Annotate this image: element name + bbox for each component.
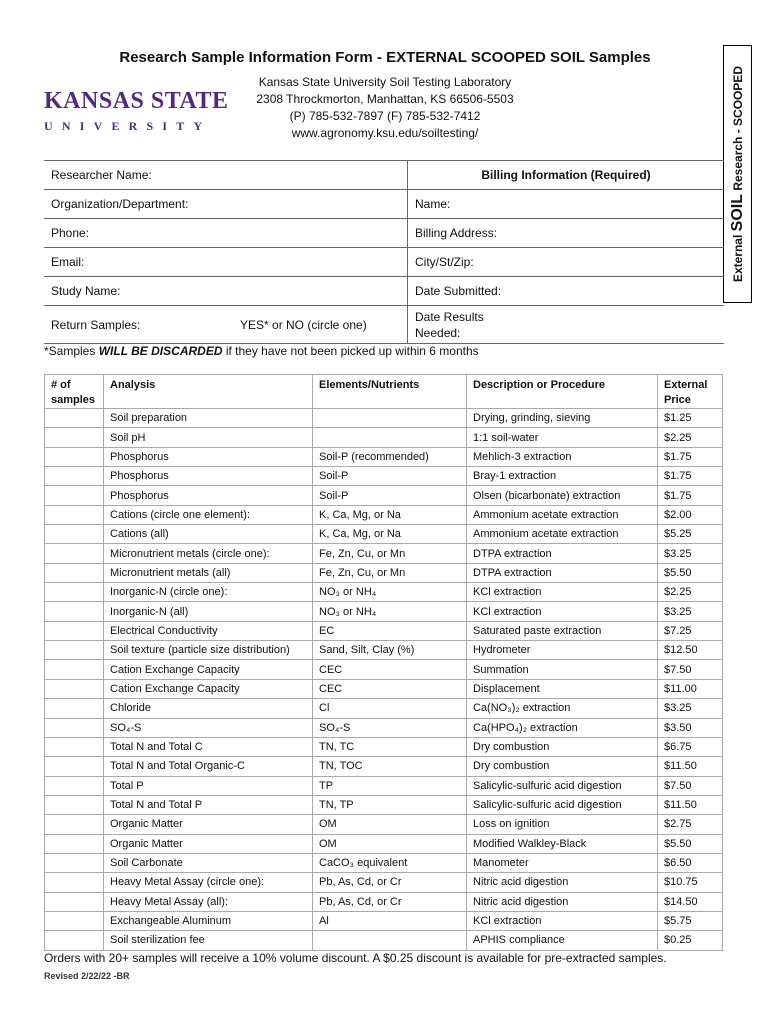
analysis-cell: Total N and Total C [104, 737, 313, 756]
elements-cell: EC [313, 621, 467, 640]
sample-count-cell[interactable] [45, 834, 104, 853]
sample-count-cell[interactable] [45, 428, 104, 447]
discard-suffix: if they have not been picked up within 6 months [222, 344, 479, 358]
elements-cell: Soil-P (recommended) [313, 447, 467, 466]
analysis-cell: Cations (circle one element): [104, 505, 313, 524]
discard-emphasis: WILL BE DISCARDED [98, 344, 223, 358]
sample-count-cell[interactable] [45, 544, 104, 563]
sample-count-cell[interactable] [45, 409, 104, 428]
description-cell: Olsen (bicarbonate) extraction [467, 486, 658, 505]
sample-count-cell[interactable] [45, 621, 104, 640]
table-row [45, 911, 723, 930]
price-cell: $2.00 [658, 505, 723, 524]
analysis-table-body [45, 409, 723, 951]
description-cell: Manometer [467, 853, 658, 872]
price-cell: $10.75 [658, 873, 723, 892]
elements-cell: NO₃ or NH₄ [313, 583, 467, 602]
price-cell: $14.50 [658, 892, 723, 911]
table-row [45, 660, 723, 679]
header-analysis: Analysis [104, 375, 313, 409]
table-row [45, 679, 723, 698]
kansas-state-logo [44, 88, 229, 134]
analysis-cell: Organic Matter [104, 815, 313, 834]
price-cell: $6.75 [658, 737, 723, 756]
side-label [729, 66, 747, 282]
price-cell: $5.75 [658, 911, 723, 930]
description-cell: Nitric acid digestion [467, 873, 658, 892]
price-cell: $3.25 [658, 699, 723, 718]
analysis-cell: Soil preparation [104, 409, 313, 428]
study-name-field[interactable] [44, 277, 408, 305]
table-row [45, 834, 723, 853]
description-cell: Nitric acid digestion [467, 892, 658, 911]
description-cell: Ammonium acetate extraction [467, 525, 658, 544]
email-field[interactable] [44, 248, 408, 276]
analysis-cell: Micronutrient metals (circle one): [104, 544, 313, 563]
description-cell: DTPA extraction [467, 544, 658, 563]
table-row [45, 815, 723, 834]
info-row [44, 160, 724, 190]
sample-count-cell[interactable] [45, 583, 104, 602]
description-cell: Dry combustion [467, 737, 658, 756]
analysis-cell: Total N and Total P [104, 795, 313, 814]
sample-count-cell[interactable] [45, 737, 104, 756]
price-cell: $2.75 [658, 815, 723, 834]
organization-field[interactable] [44, 190, 408, 218]
price-cell: $12.50 [658, 641, 723, 660]
table-row [45, 737, 723, 756]
price-cell: $1.25 [658, 409, 723, 428]
description-cell: Modified Walkley-Black [467, 834, 658, 853]
table-row [45, 699, 723, 718]
info-row [44, 306, 724, 344]
discard-prefix: *Samples [44, 344, 99, 358]
elements-cell: TN, TC [313, 737, 467, 756]
header-price: External Price [658, 375, 723, 409]
elements-cell: K, Ca, Mg, or Na [313, 505, 467, 524]
side-label-pre: External [730, 231, 745, 283]
info-row [44, 277, 724, 306]
analysis-cell: Organic Matter [104, 834, 313, 853]
study-name-label: Study Name: [51, 284, 121, 298]
description-cell: Dry combustion [467, 757, 658, 776]
elements-cell: NO₃ or NH₄ [313, 602, 467, 621]
price-cell: $2.25 [658, 583, 723, 602]
price-cell: $11.00 [658, 679, 723, 698]
logo-line-1: KANSAS STATE [44, 88, 229, 114]
elements-cell: TN, TP [313, 795, 467, 814]
price-cell: $2.25 [658, 428, 723, 447]
billing-address-label: Billing Address: [415, 226, 498, 240]
analysis-cell: Phosphorus [104, 486, 313, 505]
analysis-cell: Soil texture (particle size distribution) [104, 641, 313, 660]
description-cell: APHIS compliance [467, 931, 658, 950]
sample-count-cell[interactable] [45, 641, 104, 660]
elements-cell: OM [313, 815, 467, 834]
analysis-cell: Electrical Conductivity [104, 621, 313, 640]
date-results-field[interactable] [408, 306, 724, 343]
analysis-cell: Cations (all) [104, 525, 313, 544]
analysis-cell: Inorganic-N (all) [104, 602, 313, 621]
elements-cell: CaCO₃ equivalent [313, 853, 467, 872]
price-cell: $5.50 [658, 834, 723, 853]
table-row [45, 757, 723, 776]
table-row [45, 447, 723, 466]
sample-count-cell[interactable] [45, 815, 104, 834]
logo-line-2: UNIVERSITY [44, 119, 212, 133]
sample-count-cell[interactable] [45, 486, 104, 505]
price-cell: $11.50 [658, 795, 723, 814]
info-row [44, 248, 724, 277]
date-submitted-field[interactable] [408, 277, 724, 305]
researcher-name-label: Researcher Name: [51, 168, 152, 182]
description-cell: Ammonium acetate extraction [467, 505, 658, 524]
lab-website: www.agronomy.ksu.edu/soiltesting/ [291, 126, 479, 140]
table-header-row [45, 375, 723, 409]
sample-count-cell[interactable] [45, 699, 104, 718]
elements-cell: Cl [313, 699, 467, 718]
analysis-cell: Micronutrient metals (all) [104, 563, 313, 582]
table-row [45, 525, 723, 544]
date-submitted-label: Date Submitted: [415, 284, 502, 298]
lab-address: 2308 Throckmorton, Manhattan, KS 66506-5503 [256, 92, 514, 106]
elements-cell: Pb, As, Cd, or Cr [313, 892, 467, 911]
analysis-cell: Cation Exchange Capacity [104, 660, 313, 679]
phone-field[interactable] [44, 219, 408, 247]
analysis-table [44, 374, 723, 951]
elements-cell [313, 931, 467, 950]
sample-count-cell[interactable] [45, 505, 104, 524]
description-cell: Loss on ignition [467, 815, 658, 834]
table-row [45, 641, 723, 660]
analysis-cell: Chloride [104, 699, 313, 718]
header-elements: Elements/Nutrients [313, 375, 467, 409]
table-row [45, 544, 723, 563]
description-cell: 1:1 soil-water [467, 428, 658, 447]
analysis-cell: Phosphorus [104, 447, 313, 466]
sample-count-cell[interactable] [45, 776, 104, 795]
description-cell: Saturated paste extraction [467, 621, 658, 640]
price-cell: $7.50 [658, 776, 723, 795]
price-cell: $1.75 [658, 467, 723, 486]
description-cell: KCl extraction [467, 911, 658, 930]
sample-count-cell[interactable] [45, 873, 104, 892]
sample-count-cell[interactable] [45, 911, 104, 930]
billing-header: Billing Information (Required) [481, 168, 651, 182]
elements-cell [313, 428, 467, 447]
sample-count-cell[interactable] [45, 467, 104, 486]
elements-cell: CEC [313, 660, 467, 679]
description-cell: KCl extraction [467, 602, 658, 621]
side-label-box [723, 45, 752, 303]
sample-count-cell[interactable] [45, 660, 104, 679]
price-cell: $1.75 [658, 486, 723, 505]
billing-address-field[interactable] [408, 219, 724, 247]
sample-count-cell[interactable] [45, 853, 104, 872]
price-cell: $3.25 [658, 544, 723, 563]
description-cell: Salicylic-sulfuric acid digestion [467, 795, 658, 814]
email-label: Email: [51, 255, 85, 269]
elements-cell: Al [313, 911, 467, 930]
description-cell: Summation [467, 660, 658, 679]
description-cell: Hydrometer [467, 641, 658, 660]
analysis-cell: Soil sterilization fee [104, 931, 313, 950]
description-cell: Displacement [467, 679, 658, 698]
table-row [45, 563, 723, 582]
table-row [45, 602, 723, 621]
price-cell: $6.50 [658, 853, 723, 872]
analysis-cell: Cation Exchange Capacity [104, 679, 313, 698]
analysis-cell: Heavy Metal Assay (all): [104, 892, 313, 911]
elements-cell: TN, TOC [313, 757, 467, 776]
price-cell: $5.25 [658, 525, 723, 544]
elements-cell: Soil-P [313, 467, 467, 486]
table-row [45, 505, 723, 524]
analysis-cell: Exchangeable Aluminum [104, 911, 313, 930]
header-samples: # of samples [45, 375, 104, 409]
price-cell: $1.75 [658, 447, 723, 466]
table-row [45, 892, 723, 911]
elements-cell: OM [313, 834, 467, 853]
table-row [45, 428, 723, 447]
city-field[interactable] [408, 248, 724, 276]
table-row [45, 467, 723, 486]
elements-cell: Pb, As, Cd, or Cr [313, 873, 467, 892]
info-grid [44, 160, 724, 344]
city-label: City/St/Zip: [415, 255, 474, 269]
elements-cell: K, Ca, Mg, or Na [313, 525, 467, 544]
revision-note: Revised 2/22/22 -BR [44, 971, 130, 981]
price-cell: $0.25 [658, 931, 723, 950]
billing-name-field[interactable] [408, 190, 724, 218]
table-row [45, 853, 723, 872]
billing-name-label: Name: [415, 197, 451, 211]
elements-cell: CEC [313, 679, 467, 698]
discard-notice [44, 344, 479, 358]
description-cell: Mehlich-3 extraction [467, 447, 658, 466]
side-label-post: Research - SCOOPED [730, 65, 745, 194]
analysis-cell: Soil pH [104, 428, 313, 447]
return-samples-field[interactable] [44, 306, 408, 343]
form-title: Research Sample Information Form - EXTERNAL SCOOPED SOIL Samples [119, 49, 651, 66]
organization-label: Organization/Department: [51, 197, 189, 211]
elements-cell: SO₄-S [313, 718, 467, 737]
elements-cell [313, 409, 467, 428]
elements-cell: Soil-P [313, 486, 467, 505]
price-cell: $3.25 [658, 602, 723, 621]
price-cell: $7.25 [658, 621, 723, 640]
sample-count-cell[interactable] [45, 563, 104, 582]
table-row [45, 873, 723, 892]
description-cell: Bray-1 extraction [467, 467, 658, 486]
info-row [44, 190, 724, 219]
analysis-cell: Phosphorus [104, 467, 313, 486]
analysis-cell: Heavy Metal Assay (circle one): [104, 873, 313, 892]
elements-cell: Fe, Zn, Cu, or Mn [313, 544, 467, 563]
discount-note: Orders with 20+ samples will receive a 10% volume discount. A $0.25 discount is available for pre-extracted samples. [44, 951, 667, 965]
researcher-name-field[interactable] [44, 161, 408, 189]
lab-name: Kansas State University Soil Testing Laboratory [258, 75, 512, 89]
sample-count-cell[interactable] [45, 795, 104, 814]
table-row [45, 486, 723, 505]
analysis-cell: Inorganic-N (circle one): [104, 583, 313, 602]
sample-count-cell[interactable] [45, 525, 104, 544]
price-cell: $11.50 [658, 757, 723, 776]
side-label-big: SOIL [728, 194, 746, 232]
description-cell: Ca(HPO₄)₂ extraction [467, 718, 658, 737]
table-row [45, 776, 723, 795]
info-row [44, 219, 724, 248]
description-cell: Drying, grinding, sieving [467, 409, 658, 428]
description-cell: Ca(NO₃)₂ extraction [467, 699, 658, 718]
analysis-cell: SO₄-S [104, 718, 313, 737]
elements-cell: TP [313, 776, 467, 795]
price-cell: $5.50 [658, 563, 723, 582]
description-cell: DTPA extraction [467, 563, 658, 582]
sample-count-cell[interactable] [45, 602, 104, 621]
table-row [45, 795, 723, 814]
sample-count-cell[interactable] [45, 757, 104, 776]
table-row [45, 583, 723, 602]
sample-count-cell[interactable] [45, 892, 104, 911]
sample-count-cell[interactable] [45, 447, 104, 466]
analysis-cell: Total N and Total Organic-C [104, 757, 313, 776]
header-description: Description or Procedure [467, 375, 658, 409]
description-cell: Salicylic-sulfuric acid digestion [467, 776, 658, 795]
price-cell: $3.50 [658, 718, 723, 737]
date-results-label: Date Results Needed: [415, 309, 484, 340]
table-row [45, 409, 723, 428]
yes-no-option[interactable]: YES* or NO (circle one) [240, 317, 367, 332]
sample-count-cell[interactable] [45, 679, 104, 698]
lab-phone: (P) 785-532-7897 (F) 785-532-7412 [289, 109, 481, 123]
elements-cell: Sand, Silt, Clay (%) [313, 641, 467, 660]
analysis-cell: Soil Carbonate [104, 853, 313, 872]
analysis-cell: Total P [104, 776, 313, 795]
phone-label: Phone: [51, 226, 90, 240]
table-row [45, 718, 723, 737]
sample-count-cell[interactable] [45, 718, 104, 737]
description-cell: KCl extraction [467, 583, 658, 602]
table-row [45, 931, 723, 950]
return-samples-label: Return Samples: [51, 317, 141, 332]
lab-contact [230, 74, 540, 142]
table-row [45, 621, 723, 640]
elements-cell: Fe, Zn, Cu, or Mn [313, 563, 467, 582]
sample-count-cell[interactable] [45, 931, 104, 950]
price-cell: $7.50 [658, 660, 723, 679]
